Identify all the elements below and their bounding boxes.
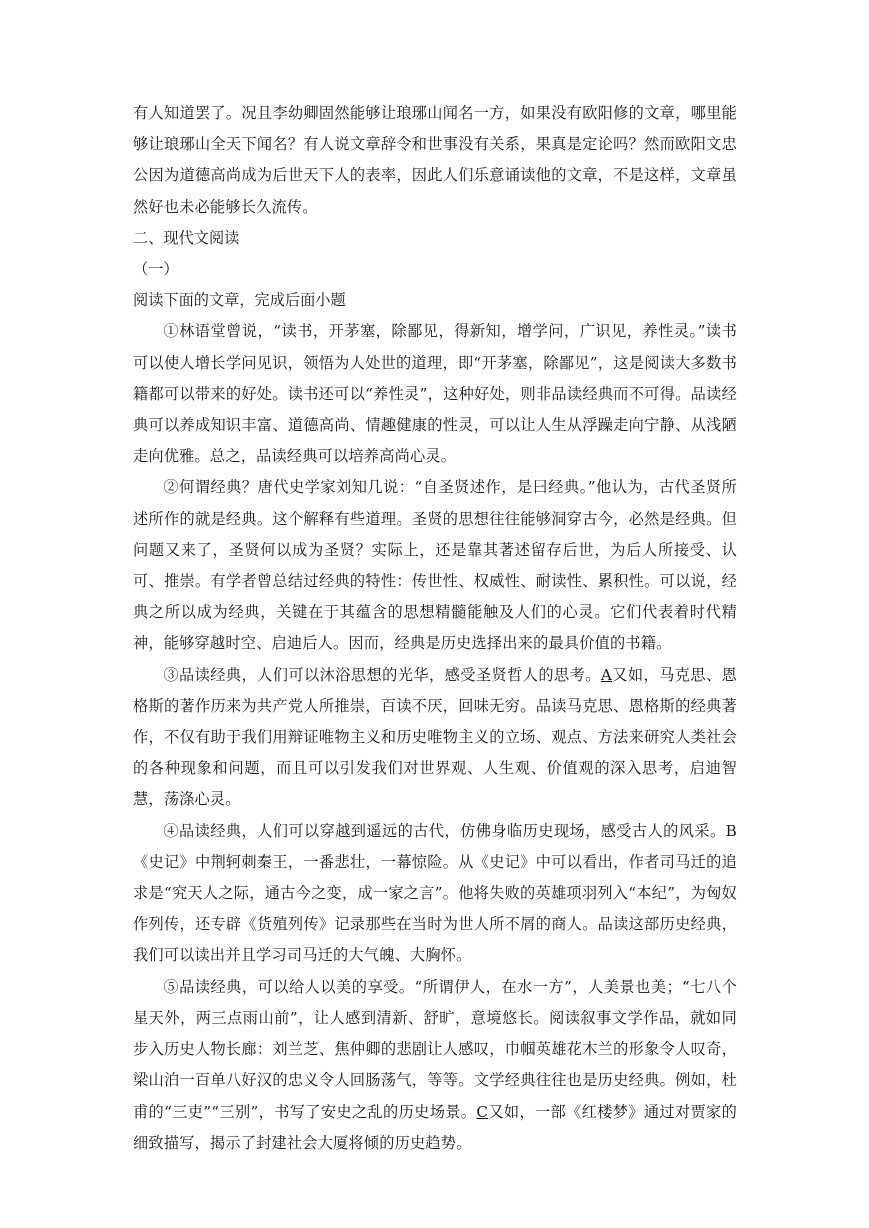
paragraph-5-text-before: ⑤品读经典，可以给人以美的享受。“所谓伊人，在水一方”，人美景也美；“七八个星天外，两三点雨山前”，让人感到清新、舒旷，意境悠长。阅读叙事文学作品，就如同步入历史人物长廊：刘兰芝、焦仲卿的悲剧让人感叹，巾帼英雄花木兰的形象令人叹奇，梁山泊一百单八好汉的忠义令人回肠荡气，等等。文学经典往往也是历史经典。例如，杜甫的“三吏”“三别”，书写了安史之乱的历史场景。	[133, 977, 737, 1121]
paragraph-4: ④品读经典，人们可以穿越到遥远的古代，仿佛身临历史现场，感受古人的风采。B《史记》中荆轲刺秦王，一番悲壮，一幕惊险。从《史记》中可以看出，作者司马迁的追求是“究天人之际，通古今之变，成一家之言”。他将失败的英雄项羽列入“本纪”，为匈奴作列传，还专辟《货殖列传》记录那些在当时为世人所不屑的商人。品读这部历史经典，我们可以读出并且学习司马迁的大气魄、大胸怀。	[133, 821, 737, 965]
reading-instruction: 阅读下面的文章，完成后面小题	[133, 291, 346, 310]
paragraph-1: ①林语堂曾说，“读书，开茅塞，除鄙见，得新知，增学问，广识见，养性灵。”读书可以使人增长学问见识，领悟为人处世的道理，即“开茅塞，除鄙见”，这是阅读大多数书籍都可以带来的好处。读书还可以“养性灵”，这种好处，则非品读经典而不可得。品读经典可以养成知识丰富、道德高尚、情趣健康的性灵，可以让人生从浮躁走向宁静、从浅陋走向优雅。总之，品读经典可以培养高尚心灵。	[133, 322, 737, 466]
section-title: 二、现代文阅读	[133, 228, 240, 247]
paragraph-5-text-after: 又如，一部《红楼梦》通过对贾家的细致描写，揭示了封建社会大厦将倾的历史趋势。	[133, 1102, 737, 1152]
paragraph-3-text-before: ③品读经典，人们可以沐浴思想的光华，感受圣贤哲人的思考。	[163, 665, 601, 684]
paragraph-5	[133, 972, 737, 1159]
marker-c: C	[476, 1102, 489, 1121]
paragraph-3-text-after: 又如，马克思、恩格斯的著作历来为共产党人所推崇，百读不厌，回味无穷。品读马克思、恩格斯的经典著作，不仅有助于我们用辩证唯物主义和历史唯物主义的立场、观点、方法来研究人类社会的各种现象和问题，而且可以引发我们对世界观、人生观、价值观的深入思考，启迪智慧，荡涤心灵。	[133, 665, 737, 809]
paragraph-3	[133, 660, 737, 816]
subsection-title: （一）	[133, 260, 179, 279]
document-content	[133, 98, 737, 1159]
intro-paragraph: 有人知道罢了。况且李幼卿固然能够让琅琊山闻名一方，如果没有欧阳修的文章，哪里能够让琅琊山全天下闻名？有人说文章辞令和世事没有关系，果真是定论吗？然而欧阳文忠公因为道德高尚成为后世天下人的表率，因此人们乐意诵读他的文章，不是这样，文章虽然好也未必能够长久流传。	[133, 104, 737, 216]
paragraph-2: ②何谓经典？唐代史学家刘知几说：“自圣贤述作，是曰经典。”他认为，古代圣贤所述所作的就是经典。这个解释有些道理。圣贤的思想往往能够洞穿古今，必然是经典。但问题又来了，圣贤何以成为圣贤？实际上，还是靠其著述留存后世，为后人所接受、认可、推崇。有学者曾总结过经典的特性：传世性、权威性、耐读性、累积性。可以说，经典之所以成为经典，关键在于其蕴含的思想精髓能触及人们的心灵。它们代表着时代精神，能够穿越时空、启迪后人。因而，经典是历史选择出来的最具价值的书籍。	[133, 478, 737, 653]
marker-a: A	[600, 665, 612, 684]
